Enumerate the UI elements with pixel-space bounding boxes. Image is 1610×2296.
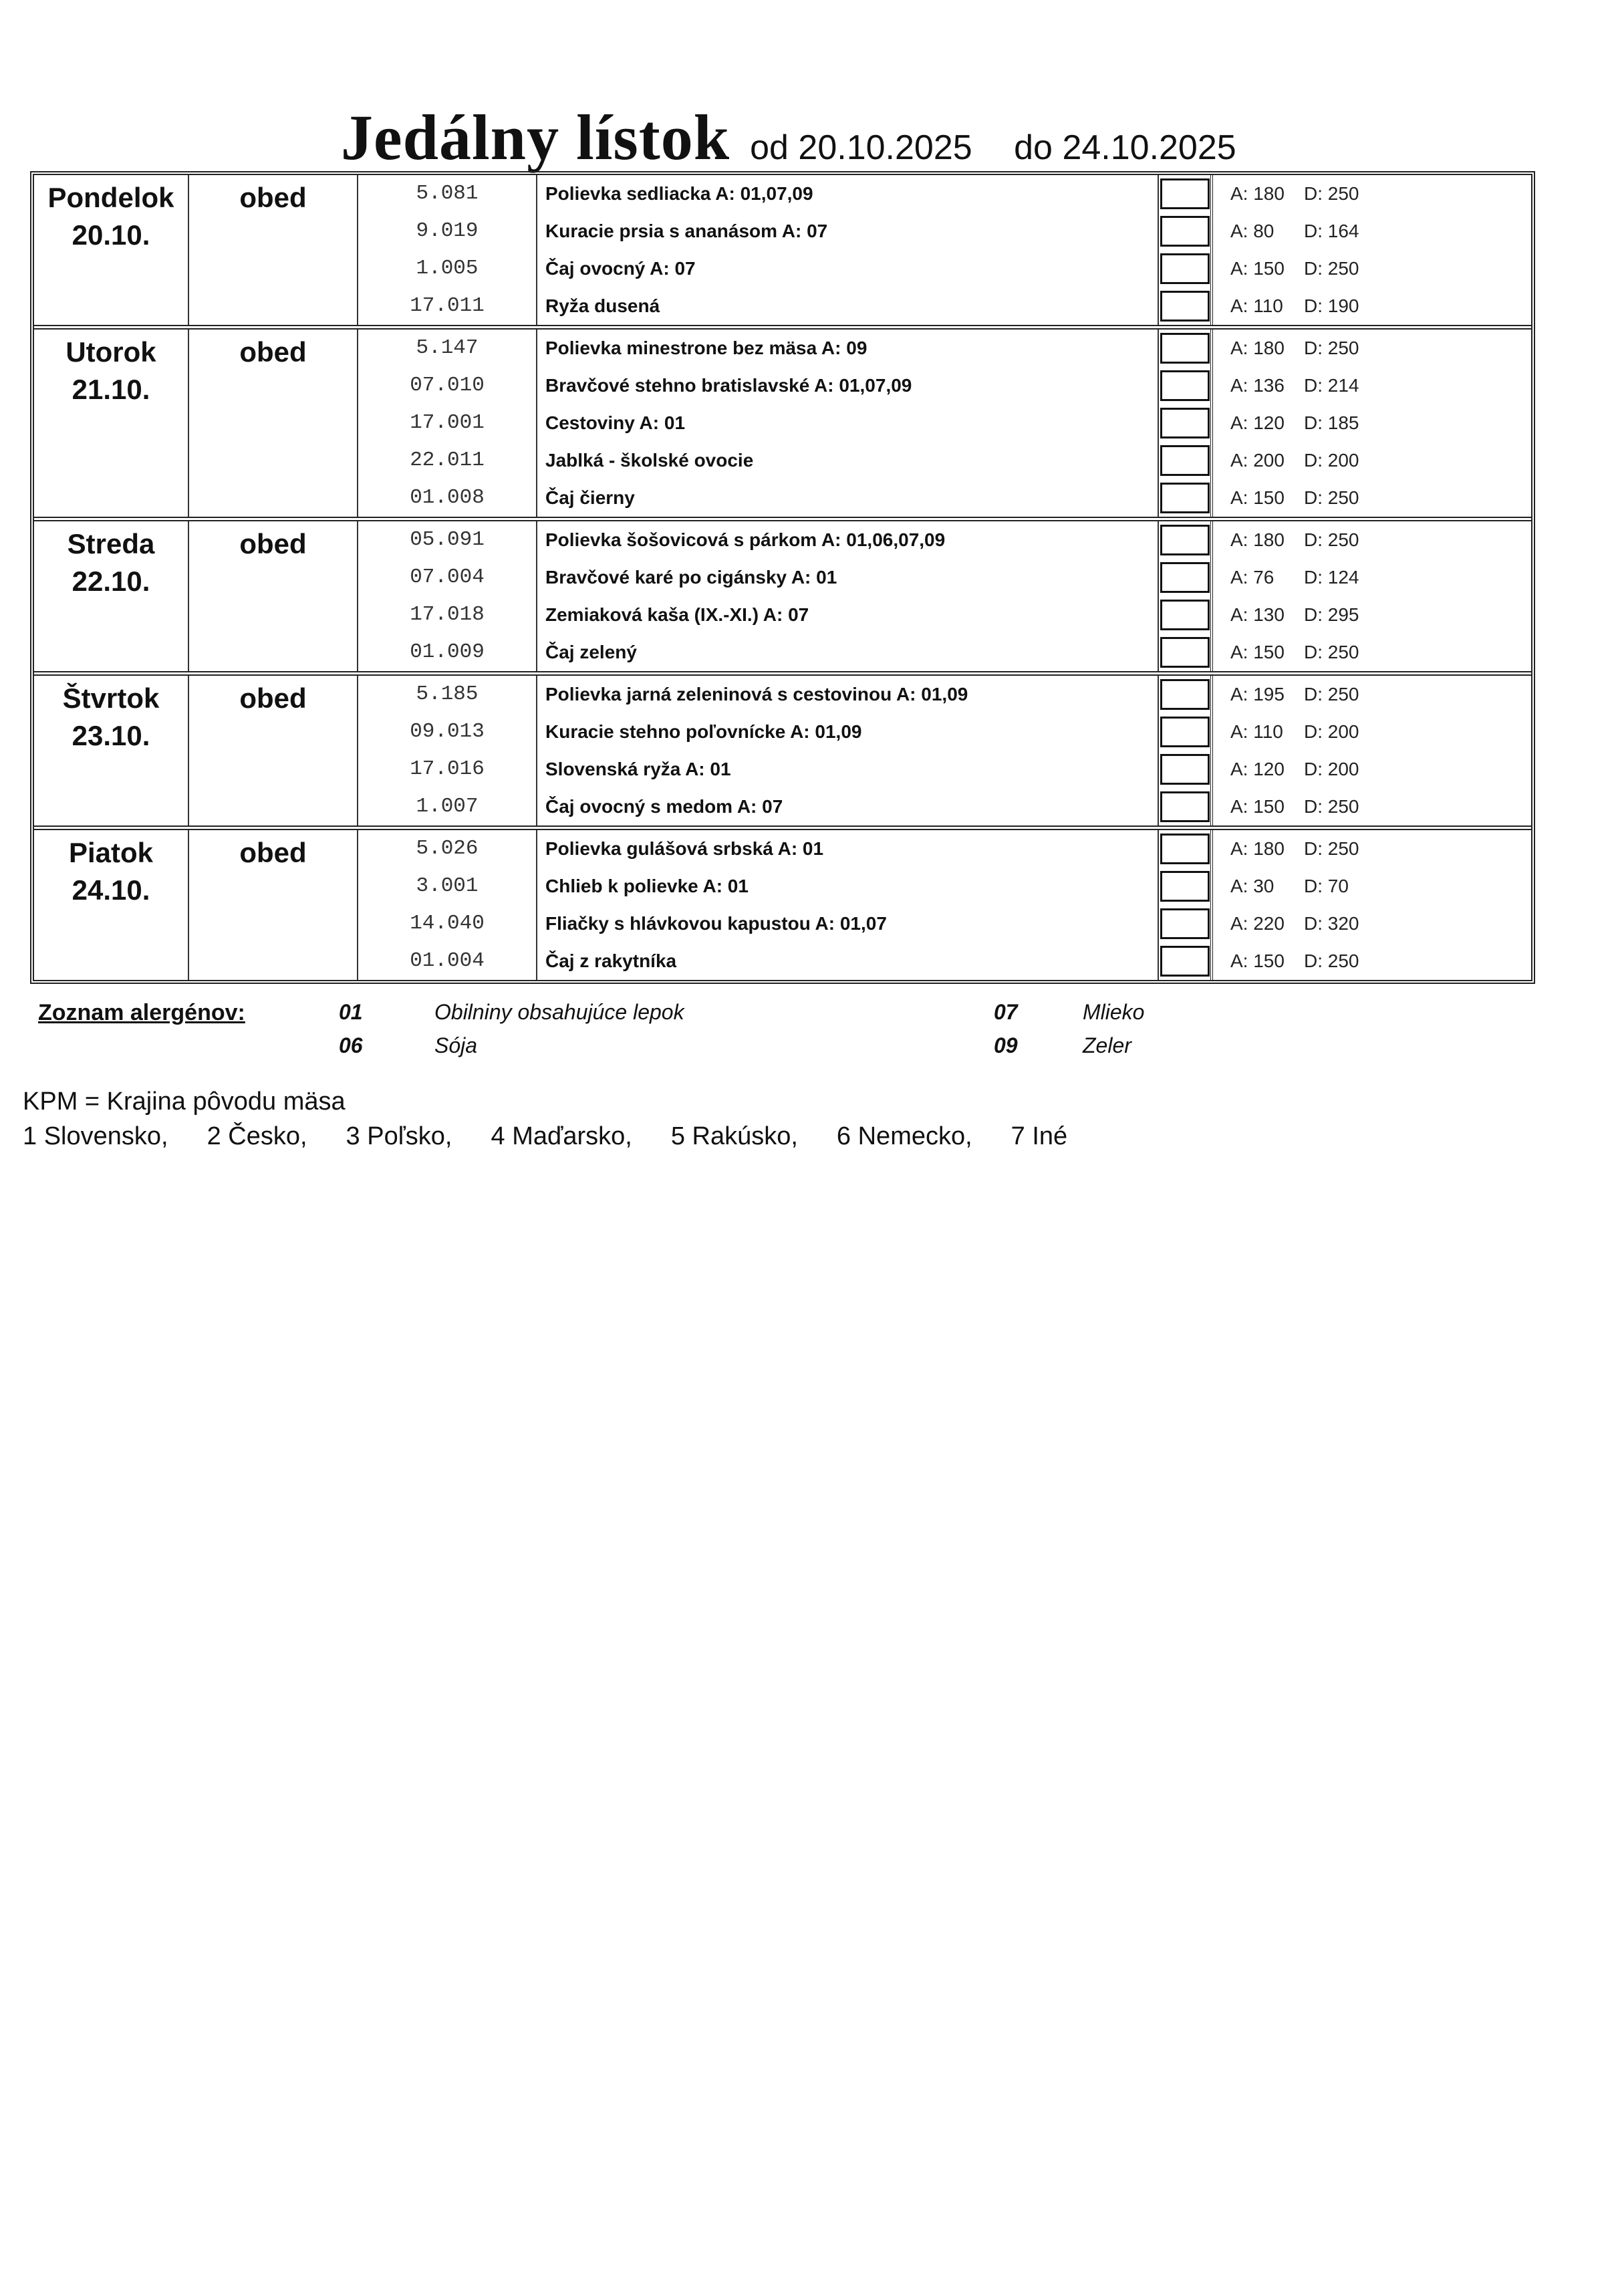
dish-name: Čaj čierny <box>537 479 1159 517</box>
order-checkbox-cell <box>1159 868 1213 905</box>
dish-name: Polievka sedliacka A: 01,07,09 <box>537 175 1159 213</box>
table-row <box>358 250 1531 287</box>
dish-name: Čaj z rakytníka <box>537 942 1159 980</box>
menu-table <box>30 171 1535 984</box>
date-range <box>750 128 1236 168</box>
portion-a: A: 130 <box>1230 604 1285 625</box>
order-checkbox-cell <box>1159 250 1213 287</box>
dish-name: Kuracie stehno poľovnícke A: 01,09 <box>537 713 1159 751</box>
dish-name: Polievka jarná zeleninová s cestovinou A: 01,09 <box>537 676 1159 713</box>
order-checkbox-cell <box>1159 596 1213 634</box>
dish-code: 17.018 <box>358 596 537 634</box>
meal-type: obed <box>189 521 358 671</box>
dish-name: Polievka gulášová srbská A: 01 <box>537 830 1159 868</box>
order-checkbox-cell <box>1159 905 1213 942</box>
order-checkbox[interactable] <box>1160 637 1210 668</box>
table-row <box>358 905 1531 942</box>
portion-d: D: 250 <box>1304 642 1359 662</box>
day-name-cell <box>34 521 189 671</box>
table-row <box>358 521 1531 559</box>
dish-code: 5.147 <box>358 330 537 367</box>
order-checkbox[interactable] <box>1160 216 1210 247</box>
kpm-country: 1 Slovensko, <box>23 1122 168 1150</box>
portion-a: A: 200 <box>1230 450 1285 471</box>
allergen-name: Sója <box>434 1033 478 1057</box>
portion-d: D: 250 <box>1304 338 1359 358</box>
order-checkbox[interactable] <box>1160 834 1210 864</box>
portion-weights <box>1213 942 1531 980</box>
portion-a: A: 150 <box>1230 796 1285 817</box>
dish-code: 17.016 <box>358 751 537 788</box>
order-checkbox-cell <box>1159 442 1213 479</box>
portion-weights <box>1213 559 1531 596</box>
day-name: Štvrtok <box>62 682 160 714</box>
portion-d: D: 185 <box>1304 412 1359 433</box>
dish-name: Polievka minestrone bez mäsa A: 09 <box>537 330 1159 367</box>
portion-d: D: 70 <box>1304 876 1349 896</box>
dish-name: Fliačky s hlávkovou kapustou A: 01,07 <box>537 905 1159 942</box>
portion-weights <box>1213 634 1531 671</box>
dish-name: Čaj zelený <box>537 634 1159 671</box>
dish-name: Bravčové stehno bratislavské A: 01,07,09 <box>537 367 1159 404</box>
table-row <box>358 442 1531 479</box>
day-date: 21.10. <box>72 374 150 405</box>
kpm-legend-title: KPM = Krajina pôvodu mäsa <box>23 1088 346 1116</box>
dish-name: Čaj ovocný A: 07 <box>537 250 1159 287</box>
day-date: 22.10. <box>72 565 150 597</box>
portion-d: D: 320 <box>1304 913 1359 934</box>
portion-d: D: 250 <box>1304 258 1359 279</box>
portion-weights <box>1213 521 1531 559</box>
table-row <box>358 634 1531 671</box>
dish-name: Chlieb k polievke A: 01 <box>537 868 1159 905</box>
from-date: 20.10.2025 <box>798 128 972 167</box>
day-date: 20.10. <box>72 219 150 251</box>
portion-a: A: 180 <box>1230 529 1285 550</box>
day-name: Streda <box>67 528 155 559</box>
portion-d: D: 200 <box>1304 721 1359 742</box>
portion-weights <box>1213 330 1531 367</box>
day-block <box>34 325 1531 517</box>
order-checkbox[interactable] <box>1160 871 1210 902</box>
dish-code: 5.026 <box>358 830 537 868</box>
day-name-cell <box>34 676 189 825</box>
order-checkbox[interactable] <box>1160 445 1210 476</box>
meal-items <box>358 175 1531 325</box>
order-checkbox-cell <box>1159 830 1213 868</box>
meal-items <box>358 830 1531 980</box>
page-header <box>341 100 1236 174</box>
portion-a: A: 195 <box>1230 684 1285 705</box>
portion-weights <box>1213 676 1531 713</box>
day-name: Piatok <box>68 837 154 868</box>
portion-d: D: 250 <box>1304 487 1359 508</box>
order-checkbox-cell <box>1159 213 1213 250</box>
order-checkbox[interactable] <box>1160 717 1210 747</box>
dish-name: Zemiaková kaša (IX.-XI.) A: 07 <box>537 596 1159 634</box>
dish-code: 07.010 <box>358 367 537 404</box>
portion-a: A: 220 <box>1230 913 1285 934</box>
portion-a: A: 136 <box>1230 375 1285 396</box>
dish-code: 1.007 <box>358 788 537 825</box>
table-row <box>358 175 1531 213</box>
portion-a: A: 180 <box>1230 183 1285 204</box>
order-checkbox[interactable] <box>1160 333 1210 364</box>
table-row <box>358 868 1531 905</box>
dish-name: Jablká - školské ovocie <box>537 442 1159 479</box>
table-row <box>358 713 1531 751</box>
order-checkbox-cell <box>1159 713 1213 751</box>
dish-code: 01.009 <box>358 634 537 671</box>
portion-weights <box>1213 479 1531 517</box>
dish-name: Kuracie prsia s ananásom A: 07 <box>537 213 1159 250</box>
order-checkbox[interactable] <box>1160 908 1210 939</box>
day-date: 23.10. <box>72 720 150 751</box>
portion-d: D: 200 <box>1304 450 1359 471</box>
kpm-country-list <box>23 1119 1067 1154</box>
day-name: Utorok <box>65 336 156 368</box>
table-row <box>358 367 1531 404</box>
table-row <box>358 830 1531 868</box>
dish-code: 07.004 <box>358 559 537 596</box>
portion-a: A: 150 <box>1230 258 1285 279</box>
order-checkbox-cell <box>1159 404 1213 442</box>
portion-a: A: 110 <box>1230 295 1283 316</box>
dish-name: Polievka šošovicová s párkom A: 01,06,07,09 <box>537 521 1159 559</box>
day-name-cell <box>34 330 189 517</box>
portion-d: D: 190 <box>1304 295 1359 316</box>
dish-name: Bravčové karé po cigánsky A: 01 <box>537 559 1159 596</box>
allergen-code: 01 <box>339 1000 363 1024</box>
day-block <box>34 671 1531 825</box>
portion-weights <box>1213 751 1531 788</box>
kpm-country: 3 Poľsko, <box>346 1122 452 1150</box>
portion-a: A: 150 <box>1230 950 1285 971</box>
allergen-code: 09 <box>994 1033 1018 1057</box>
portion-d: D: 164 <box>1304 221 1359 241</box>
dish-code: 17.011 <box>358 287 537 325</box>
table-row <box>358 287 1531 325</box>
portion-a: A: 180 <box>1230 838 1285 859</box>
dish-code: 01.004 <box>358 942 537 980</box>
allergen-code: 07 <box>994 1000 1018 1024</box>
day-name-cell <box>34 830 189 980</box>
day-date: 24.10. <box>72 874 150 906</box>
allergen-name: Mlieko <box>1083 1000 1145 1024</box>
portion-a: A: 150 <box>1230 487 1285 508</box>
kpm-country: 5 Rakúsko, <box>670 1122 798 1150</box>
portion-d: D: 250 <box>1304 684 1359 705</box>
table-row <box>358 942 1531 980</box>
meal-items <box>358 330 1531 517</box>
portion-weights <box>1213 830 1531 868</box>
table-row <box>358 330 1531 367</box>
portion-weights <box>1213 868 1531 905</box>
to-date: 24.10.2025 <box>1062 128 1236 167</box>
table-row <box>358 676 1531 713</box>
order-checkbox[interactable] <box>1160 370 1210 401</box>
dish-code: 17.001 <box>358 404 537 442</box>
dish-name: Slovenská ryža A: 01 <box>537 751 1159 788</box>
from-label: od <box>750 128 789 167</box>
day-block <box>34 175 1531 325</box>
kpm-country: 7 Iné <box>1011 1122 1068 1150</box>
order-checkbox[interactable] <box>1160 178 1210 209</box>
kpm-country: 2 Česko, <box>207 1122 307 1150</box>
portion-d: D: 124 <box>1304 567 1359 588</box>
portion-a: A: 120 <box>1230 759 1285 779</box>
portion-weights <box>1213 250 1531 287</box>
order-checkbox-cell <box>1159 479 1213 517</box>
table-row <box>358 788 1531 825</box>
order-checkbox[interactable] <box>1160 483 1210 513</box>
order-checkbox[interactable] <box>1160 408 1210 438</box>
to-label: do <box>1014 128 1053 167</box>
portion-d: D: 250 <box>1304 838 1359 859</box>
kpm-country: 6 Nemecko, <box>836 1122 972 1150</box>
dish-code: 9.019 <box>358 213 537 250</box>
portion-weights <box>1213 287 1531 325</box>
table-row <box>358 213 1531 250</box>
table-row <box>358 404 1531 442</box>
portion-a: A: 180 <box>1230 338 1285 358</box>
portion-d: D: 200 <box>1304 759 1359 779</box>
meal-type: obed <box>189 830 358 980</box>
portion-weights <box>1213 905 1531 942</box>
dish-code: 09.013 <box>358 713 537 751</box>
meal-items <box>358 676 1531 825</box>
order-checkbox-cell <box>1159 287 1213 325</box>
meal-type: obed <box>189 175 358 325</box>
order-checkbox-cell <box>1159 175 1213 213</box>
allergen-code: 06 <box>339 1033 363 1057</box>
order-checkbox-cell <box>1159 367 1213 404</box>
dish-code: 1.005 <box>358 250 537 287</box>
portion-weights <box>1213 442 1531 479</box>
portion-weights <box>1213 175 1531 213</box>
table-row <box>358 479 1531 517</box>
kpm-country: 4 Maďarsko, <box>491 1122 632 1150</box>
portion-a: A: 110 <box>1230 721 1283 742</box>
portion-a: A: 30 <box>1230 876 1274 896</box>
portion-d: D: 250 <box>1304 950 1359 971</box>
dish-code: 5.185 <box>358 676 537 713</box>
order-checkbox[interactable] <box>1160 791 1210 822</box>
portion-d: D: 295 <box>1304 604 1359 625</box>
page-title: Jedálny lístok <box>341 102 730 173</box>
meal-type: obed <box>189 676 358 825</box>
table-row <box>358 559 1531 596</box>
dish-name: Cestoviny A: 01 <box>537 404 1159 442</box>
table-row <box>358 596 1531 634</box>
portion-weights <box>1213 596 1531 634</box>
portion-a: A: 120 <box>1230 412 1285 433</box>
dish-code: 22.011 <box>358 442 537 479</box>
portion-weights <box>1213 213 1531 250</box>
order-checkbox-cell <box>1159 521 1213 559</box>
order-checkbox[interactable] <box>1160 679 1210 710</box>
day-name-cell <box>34 175 189 325</box>
portion-weights <box>1213 713 1531 751</box>
allergen-list <box>38 1000 1241 1073</box>
dish-code: 3.001 <box>358 868 537 905</box>
order-checkbox-cell <box>1159 676 1213 713</box>
dish-code: 01.008 <box>358 479 537 517</box>
dish-code: 5.081 <box>358 175 537 213</box>
dish-name: Čaj ovocný s medom A: 07 <box>537 788 1159 825</box>
day-block <box>34 825 1531 980</box>
dish-code: 14.040 <box>358 905 537 942</box>
portion-d: D: 250 <box>1304 183 1359 204</box>
dish-name: Ryža dusená <box>537 287 1159 325</box>
dish-code: 05.091 <box>358 521 537 559</box>
order-checkbox[interactable] <box>1160 525 1210 555</box>
allergen-name: Obilniny obsahujúce lepok <box>434 1000 684 1024</box>
order-checkbox-cell <box>1159 330 1213 367</box>
order-checkbox-cell <box>1159 559 1213 596</box>
order-checkbox[interactable] <box>1160 600 1210 630</box>
portion-a: A: 76 <box>1230 567 1274 588</box>
allergen-name: Zeler <box>1083 1033 1131 1057</box>
meal-type: obed <box>189 330 358 517</box>
portion-d: D: 250 <box>1304 796 1359 817</box>
order-checkbox-cell <box>1159 634 1213 671</box>
day-block <box>34 517 1531 671</box>
meal-items <box>358 521 1531 671</box>
order-checkbox[interactable] <box>1160 562 1210 593</box>
order-checkbox-cell <box>1159 788 1213 825</box>
order-checkbox[interactable] <box>1160 754 1210 785</box>
order-checkbox[interactable] <box>1160 946 1210 977</box>
allergen-list-label: Zoznam alergénov: <box>38 1000 245 1025</box>
order-checkbox[interactable] <box>1160 253 1210 284</box>
portion-weights <box>1213 788 1531 825</box>
portion-d: D: 214 <box>1304 375 1359 396</box>
portion-d: D: 250 <box>1304 529 1359 550</box>
order-checkbox[interactable] <box>1160 291 1210 322</box>
order-checkbox-cell <box>1159 751 1213 788</box>
portion-a: A: 150 <box>1230 642 1285 662</box>
order-checkbox-cell <box>1159 942 1213 980</box>
table-row <box>358 751 1531 788</box>
portion-a: A: 80 <box>1230 221 1274 241</box>
portion-weights <box>1213 404 1531 442</box>
day-name: Pondelok <box>47 182 174 213</box>
kpm-legend <box>23 1084 1067 1154</box>
portion-weights <box>1213 367 1531 404</box>
